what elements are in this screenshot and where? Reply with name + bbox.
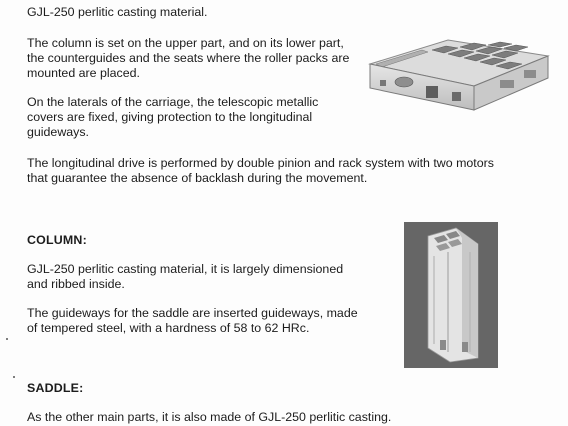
paragraph-line: GJL-250 perlitic casting material, it is largely dimensioned (27, 262, 344, 276)
paragraph-line: The longitudinal drive is performed by double pinion and rack system with two motors (27, 156, 494, 170)
saddle-text: As the other main parts, it is also made of GJL-250 perlitic casting. (27, 410, 392, 424)
paragraph-line: the counterguides and the seats where the roller packs are (27, 51, 350, 65)
scan-speck (6, 338, 8, 340)
scan-speck (13, 376, 15, 378)
paragraph-line: of tempered steel, with a hardness of 58 to 62 HRc. (27, 321, 310, 335)
paragraph-line: The column is set on the upper part, and on its lower part, (27, 36, 344, 50)
paragraph-line: On the laterals of the carriage, the telescopic metallic (27, 95, 319, 109)
paragraph-line: covers are fixed, giving protection to the longitudinal (27, 110, 313, 124)
carriage-casting-image (362, 34, 552, 118)
paragraph-line: mounted are placed. (27, 66, 140, 80)
paragraph-line: and ribbed inside. (27, 277, 125, 291)
saddle-heading: SADDLE: (27, 381, 84, 395)
column-heading: COLUMN: (27, 233, 87, 247)
paragraph-line: that guarantee the absence of backlash during the movement. (27, 171, 368, 185)
paragraph-line: guideways. (27, 125, 89, 139)
paragraph-line: The guideways for the saddle are inserted guideways, made (27, 306, 358, 320)
intro-material-text: GJL-250 perlitic casting material. (27, 5, 208, 19)
column-casting-image (404, 222, 498, 368)
